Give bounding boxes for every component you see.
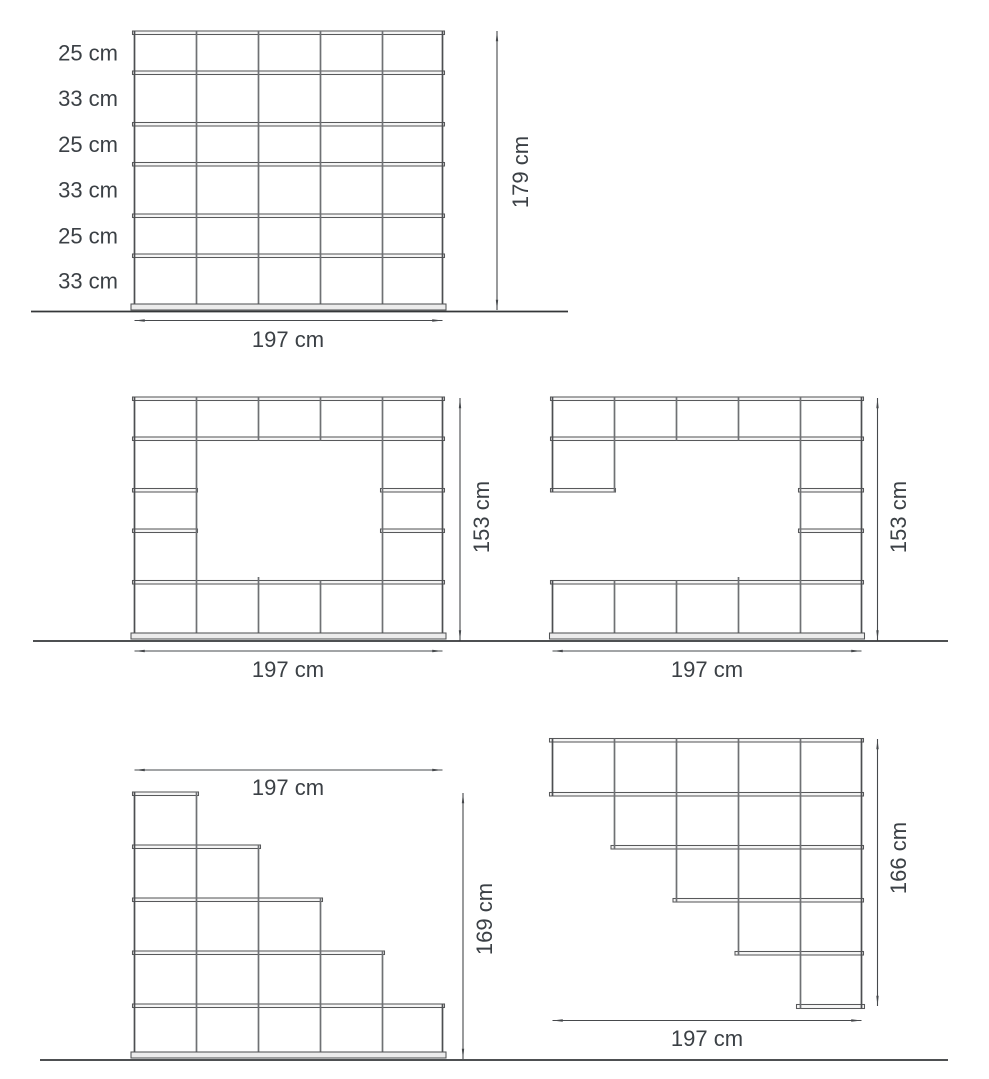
unit-1-width-dimension xyxy=(135,321,443,353)
shelf-board xyxy=(673,899,864,903)
unit-5-height-dimension xyxy=(878,739,912,1006)
shelf-board xyxy=(133,214,445,218)
shelf-board xyxy=(133,529,198,533)
row-height-label: 25 cm xyxy=(58,132,118,157)
shelf-board xyxy=(133,254,445,258)
unit-3-open-center-asymmetric xyxy=(550,397,865,639)
shelf-board xyxy=(799,529,864,533)
height-dimension-label: 166 cm xyxy=(886,821,911,895)
height-dimension-label: 153 cm xyxy=(469,480,494,554)
row-height-label: 33 cm xyxy=(58,268,118,294)
shelf-board xyxy=(551,397,864,401)
shelf-board xyxy=(133,31,445,35)
unit-5-width-dimension xyxy=(553,1021,862,1052)
shelf-board xyxy=(797,1005,865,1009)
shelf-board xyxy=(133,71,445,75)
height-dimension-label: 179 cm xyxy=(508,135,533,209)
unit-1-full-grid xyxy=(131,31,446,310)
unit-4-shelf-boards xyxy=(133,792,445,1008)
shelf-board xyxy=(133,581,445,585)
shelf-board xyxy=(133,123,445,127)
shelf-board xyxy=(735,952,864,956)
unit-2-open-center-frame xyxy=(131,397,446,639)
unit-1-height-dimension xyxy=(497,31,533,310)
shelf-board xyxy=(381,529,445,533)
width-dimension-label: 197 cm xyxy=(251,327,325,352)
unit-4-plinth xyxy=(131,1052,446,1058)
unit-1-plinth xyxy=(131,304,446,310)
height-dimension-label: 153 cm xyxy=(886,480,911,554)
shelf-board xyxy=(133,397,445,401)
shelf-board xyxy=(133,1004,445,1008)
unit-3-vertical-panels xyxy=(553,397,862,633)
unit-3-height-dimension xyxy=(878,398,912,641)
row-height-label: 33 cm xyxy=(58,177,118,203)
width-dimension-label: 197 cm xyxy=(670,1026,744,1051)
width-dimension-label: 197 cm xyxy=(670,657,744,682)
shelf-board xyxy=(550,793,864,797)
shelf-board xyxy=(799,489,864,493)
unit-4-vertical-panels xyxy=(135,792,443,1052)
row-height-label: 33 cm xyxy=(58,86,118,111)
unit-3-shelf-boards xyxy=(551,397,864,584)
unit-1-row-labels xyxy=(58,41,118,294)
width-dimension-label: 197 cm xyxy=(251,657,325,682)
shelf-board xyxy=(550,739,864,743)
shelf-board xyxy=(381,489,445,493)
unit-3-plinth xyxy=(550,633,865,639)
unit-2-plinth xyxy=(131,633,446,639)
unit-2-width-dimension xyxy=(135,651,443,682)
unit-2-vertical-panels xyxy=(135,397,443,633)
unit-2-shelf-boards xyxy=(133,397,445,584)
row-height-label: 25 cm xyxy=(58,40,118,66)
row-height-label: 25 cm xyxy=(58,223,118,249)
unit-5-vertical-panels xyxy=(553,739,862,1009)
width-dimension-label: 197 cm xyxy=(251,775,325,800)
shelf-board xyxy=(133,163,445,167)
shelf-board xyxy=(611,846,864,850)
shelf-board xyxy=(551,437,864,441)
unit-5-hanging-staircase xyxy=(550,739,865,1009)
unit-1-shelf-boards xyxy=(133,31,445,258)
unit-4-height-dimension xyxy=(463,793,497,1059)
height-dimension-label: 169 cm xyxy=(472,882,497,956)
shelf-board xyxy=(551,489,616,493)
shelf-board xyxy=(133,792,199,796)
shelf-board xyxy=(133,898,323,902)
shelf-board xyxy=(133,489,198,493)
shelf-board xyxy=(133,437,445,441)
unit-5-shelf-boards xyxy=(550,739,865,1009)
unit-3-width-dimension xyxy=(553,651,862,682)
shelf-board xyxy=(551,581,864,585)
unit-4-staircase xyxy=(131,792,446,1058)
unit-2-height-dimension xyxy=(460,398,494,641)
